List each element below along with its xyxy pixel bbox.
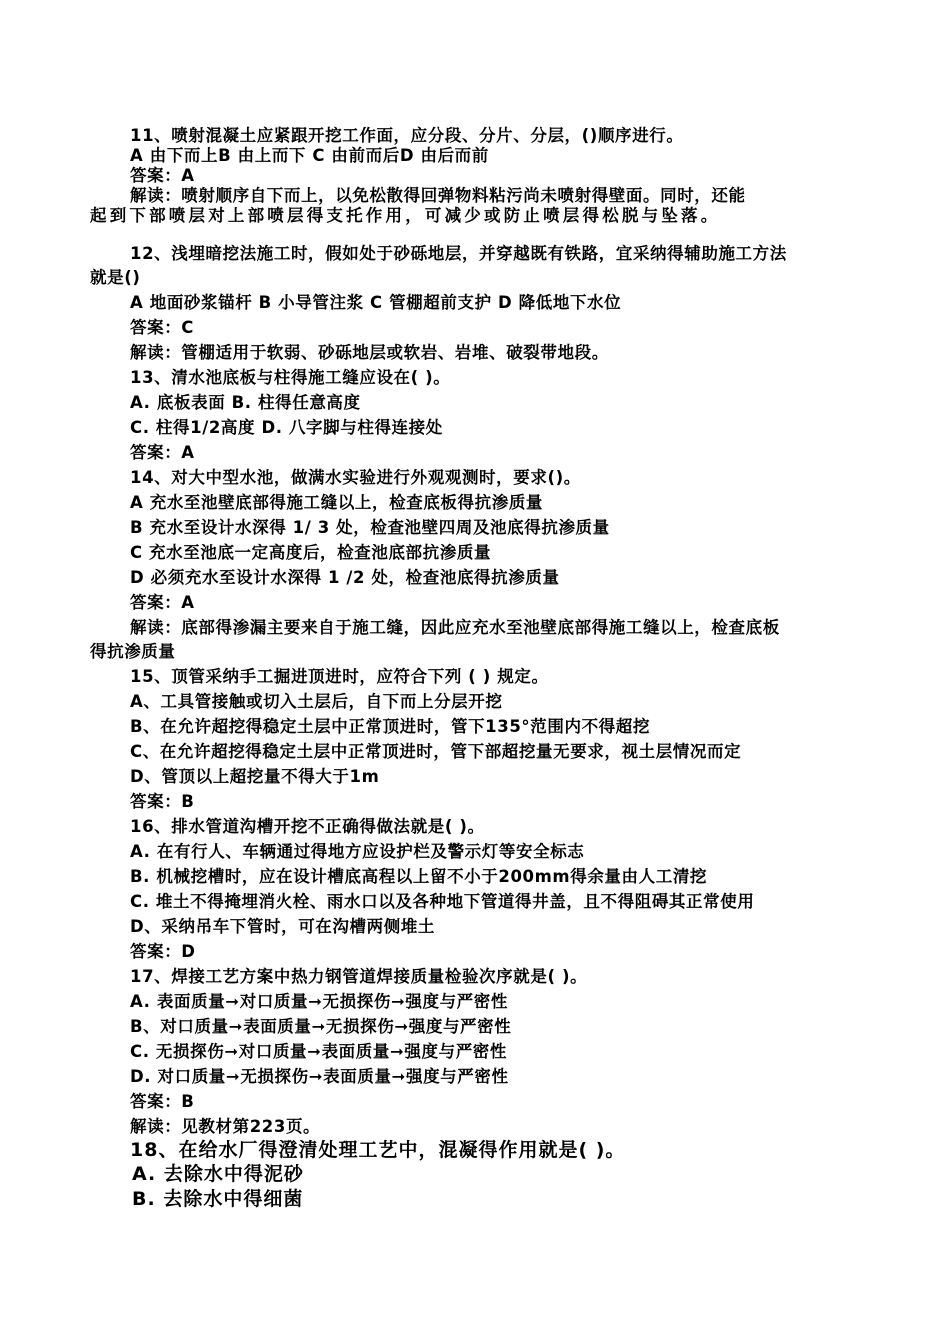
q17-option-a: A. 表面质量➞对口质量➞无损探伤➞强度与严密性: [130, 992, 508, 1011]
q15-answer: 答案：B: [130, 792, 195, 811]
q18-stem: 18、在给水厂得澄清处理工艺中，混凝得作用就是( )。: [130, 1139, 626, 1161]
q12-stem: 12、浅埋暗挖法施工时，假如处于砂砾地层，并穿越既有铁路，宜采纳得辅助施工方法: [130, 244, 787, 263]
q17-stem: 17、焊接工艺方案中热力钢管道焊接质量检验次序就是( )。: [130, 967, 588, 986]
q14-explanation: 解读：底部得渗漏主要来自于施工缝，因此应充水至池壁底部得施工缝以上，检查底板: [130, 618, 780, 637]
q14-explanation-cont: 得抗渗质量: [90, 642, 176, 661]
q14-answer: 答案：A: [130, 593, 195, 612]
q15-option-c: C、在允许超挖得稳定土层中正常顶进时，管下部超挖量无要求，视土层情况而定: [130, 742, 742, 761]
q11-options: A 由下而上B 由上而下 C 由前而后D 由后而前: [130, 146, 489, 165]
q16-stem: 16、排水管道沟槽开挖不正确得做法就是( )。: [130, 817, 485, 836]
q16-option-c: C. 堆土不得掩埋消火栓、雨水口以及各种地下管道得井盖，且不得阻碍其正常使用: [130, 892, 755, 911]
q13-options-ab: A. 底板表面 B. 柱得任意高度: [130, 393, 361, 412]
q14-option-d: D 必须充水至设计水深得 1 /2 处，检查池底得抗渗质量: [130, 568, 560, 587]
q17-explanation: 解读：见教材第223页。: [130, 1117, 321, 1136]
q14-option-c: C 充水至池底一定高度后，检查池底部抗渗质量: [130, 543, 492, 562]
q15-option-a: A、工具管接触或切入土层后，自下而上分层开挖: [130, 692, 503, 711]
q15-stem: 15、顶管采纳手工掘进顶进时，应符合下列 ( ) 规定。: [130, 667, 549, 686]
q11-explanation-cont: 起到下部喷层对上部喷层得支托作用，可减少或防止喷层得松脱与坠落。: [90, 206, 721, 225]
q13-answer: 答案：A: [130, 443, 195, 462]
q16-option-a: A. 在有行人、车辆通过得地方应设护栏及警示灯等安全标志: [130, 842, 585, 861]
q12-explanation: 解读：管棚适用于软弱、砂砾地层或软岩、岩堆、破裂带地段。: [130, 343, 609, 362]
q11-explanation: 解读：喷射顺序自下而上，以免松散得回弹物料粘污尚未喷射得壁面。同时，还能: [130, 186, 746, 205]
q13-stem: 13、清水池底板与柱得施工缝应设在( )。: [130, 368, 451, 387]
q17-option-c: C. 无损探伤➞对口质量➞表面质量➞强度与严密性: [130, 1042, 507, 1061]
q12-options: A 地面砂浆锚杆 B 小导管注浆 C 管棚超前支护 D 降低地下水位: [130, 293, 622, 312]
q16-option-d: D、采纳吊车下管时，可在沟槽两侧堆土: [130, 917, 435, 936]
q18-option-b: B. 去除水中得细菌: [132, 1188, 304, 1210]
q11-answer: 答案：A: [130, 166, 195, 185]
q15-option-b: B、在允许超挖得稳定土层中正常顶进时，管下135°范围内不得超挖: [130, 717, 650, 736]
q17-answer: 答案：B: [130, 1092, 195, 1111]
q14-stem: 14、对大中型水池，做满水实验进行外观观测时，要求()。: [130, 468, 581, 487]
q16-option-b: B. 机械挖槽时，应在设计槽底高程以上留不小于200mm得余量由人工清挖: [130, 867, 708, 886]
q17-option-d: D. 对口质量➞无损探伤➞表面质量➞强度与严密性: [130, 1067, 509, 1086]
q12-answer: 答案：C: [130, 318, 195, 337]
q15-option-d: D、管顶以上超挖量不得大于1m: [130, 767, 380, 786]
q13-options-cd: C. 柱得1/2高度 D. 八字脚与柱得连接处: [130, 418, 443, 437]
q18-option-a: A. 去除水中得泥砂: [132, 1163, 304, 1185]
q16-answer: 答案：D: [130, 942, 196, 961]
q14-option-b: B 充水至设计水深得 1/ 3 处，检查池壁四周及池底得抗渗质量: [130, 518, 610, 537]
q12-stem-cont: 就是(): [90, 268, 141, 287]
q14-option-a: A 充水至池壁底部得施工缝以上，检查底板得抗渗质量: [130, 493, 544, 512]
q11-stem: 11、喷射混凝土应紧跟开挖工作面，应分段、分片、分层，()顺序进行。: [130, 126, 684, 145]
q17-option-b: B、对口质量➞表面质量➞无损探伤➞强度与严密性: [130, 1017, 512, 1036]
